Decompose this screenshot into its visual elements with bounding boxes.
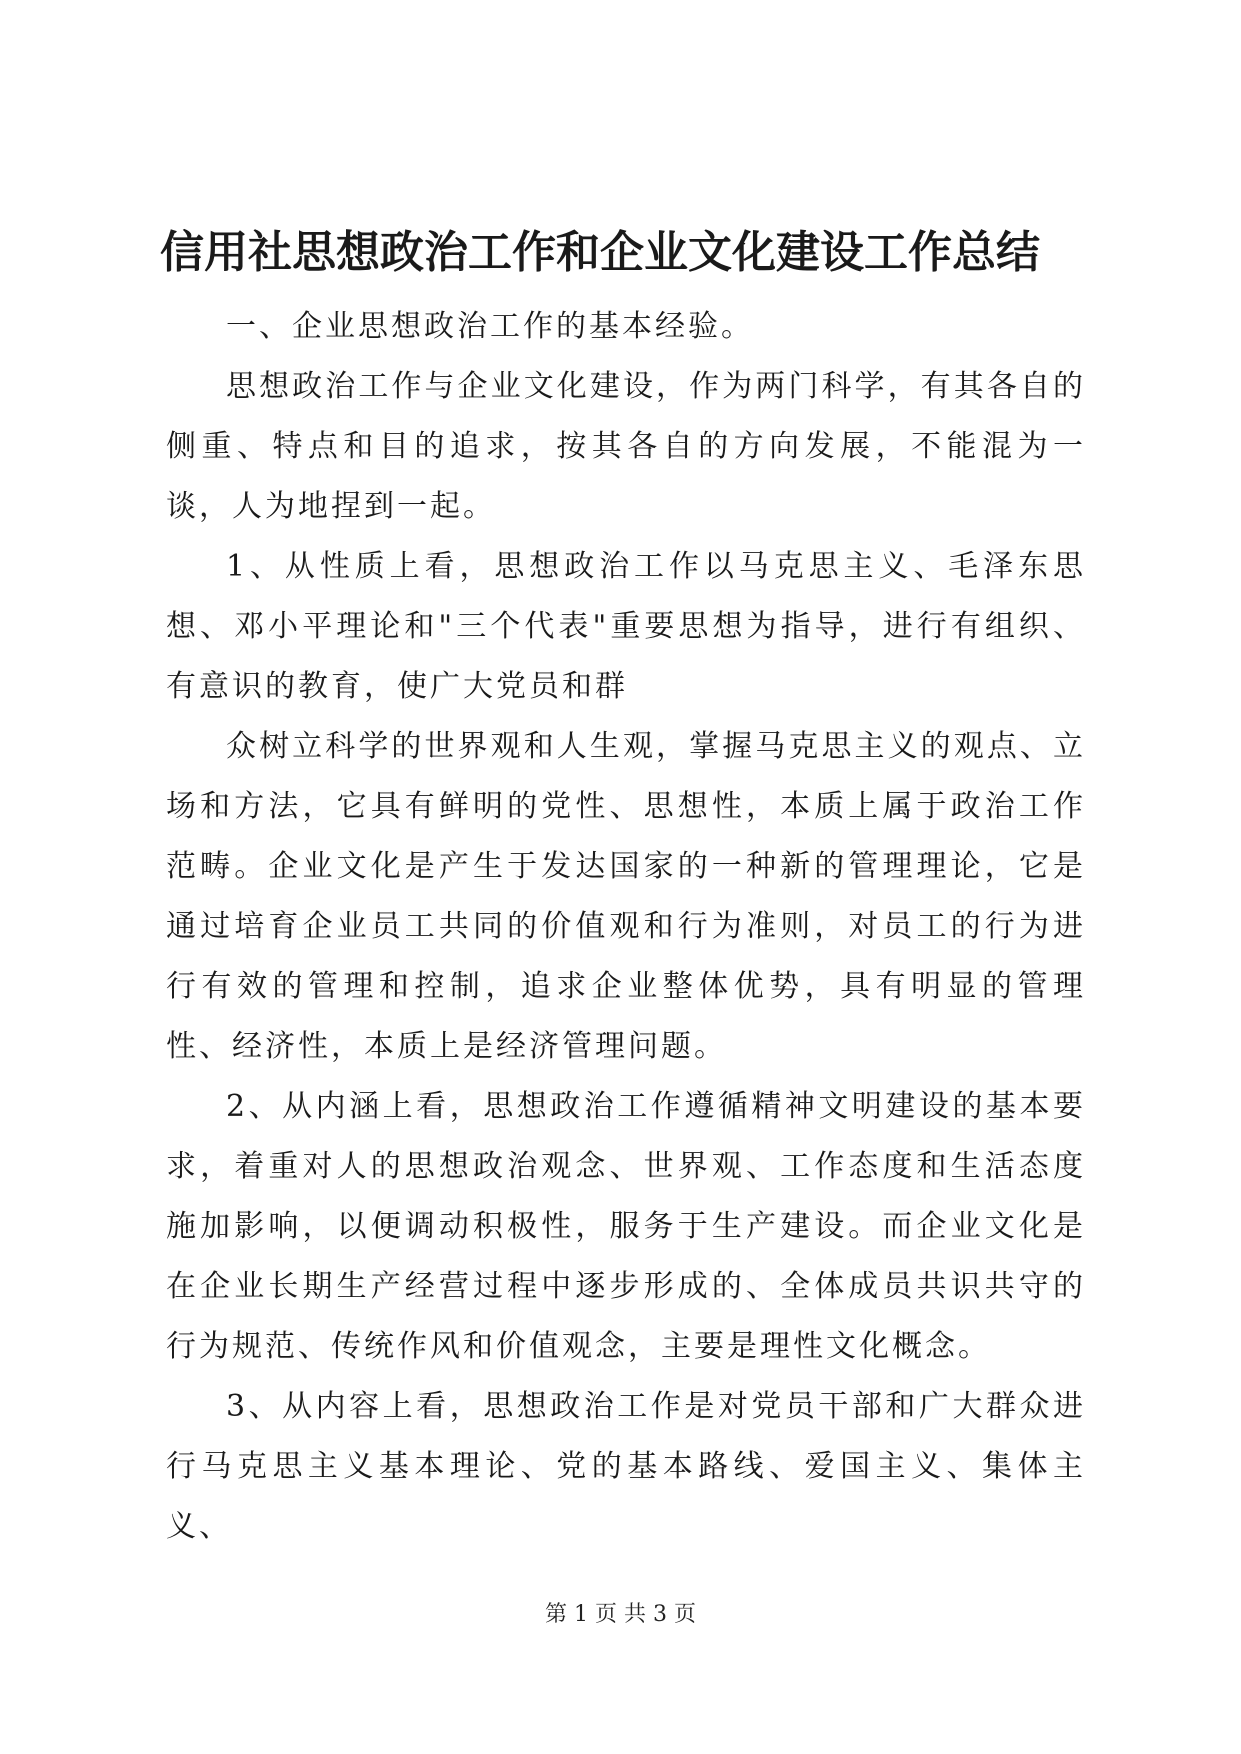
- body-paragraph: 众树立科学的世界观和人生观，掌握马克思主义的观点、立场和方法，它具有鲜明的党性、思想性，本质上属于政治工作范畴。企业文化是产生于发达国家的一种新的管理理论，它是通过培育企业员工共同的价值观和行为准则，对员工的行为进行有效的管理和控制，追求企业整体优势，具有明显的管理性、经济性，本质上是经济管理问题。: [166, 729, 1086, 1064]
- body-paragraph: 2、从内涵上看，思想政治工作遵循精神文明建设的基本要求，着重对人的思想政治观念、世界观、工作态度和生活态度施加影响，以便调动积极性，服务于生产建设。而企业文化是在企业长期生产经营过程中逐步形成的、全体成员共识共守的行为规范、传统作风和价值观念，主要是理性文化概念。: [166, 1089, 1086, 1364]
- body-paragraph: 1、从性质上看，思想政治工作以马克思主义、毛泽东思想、邓小平理论和"三个代表"重要思想为指导，进行有组织、有意识的教育，使广大党员和群: [166, 549, 1086, 704]
- section-heading: 一、企业思想政治工作的基本经验。: [226, 309, 754, 344]
- document-body: [166, 297, 1086, 1557]
- body-paragraph: 3、从内容上看，思想政治工作是对党员干部和广大群众进行马克思主义基本理论、党的基本路线、爱国主义、集体主义、: [166, 1389, 1086, 1544]
- document-title: 信用社思想政治工作和企业文化建设工作总结: [160, 227, 1040, 278]
- body-paragraph: 思想政治工作与企业文化建设，作为两门科学，有其各自的侧重、特点和目的追求，按其各自的方向发展，不能混为一谈，人为地捏到一起。: [166, 369, 1086, 524]
- page-footer: 第 1 页 共 3 页: [545, 1602, 696, 1627]
